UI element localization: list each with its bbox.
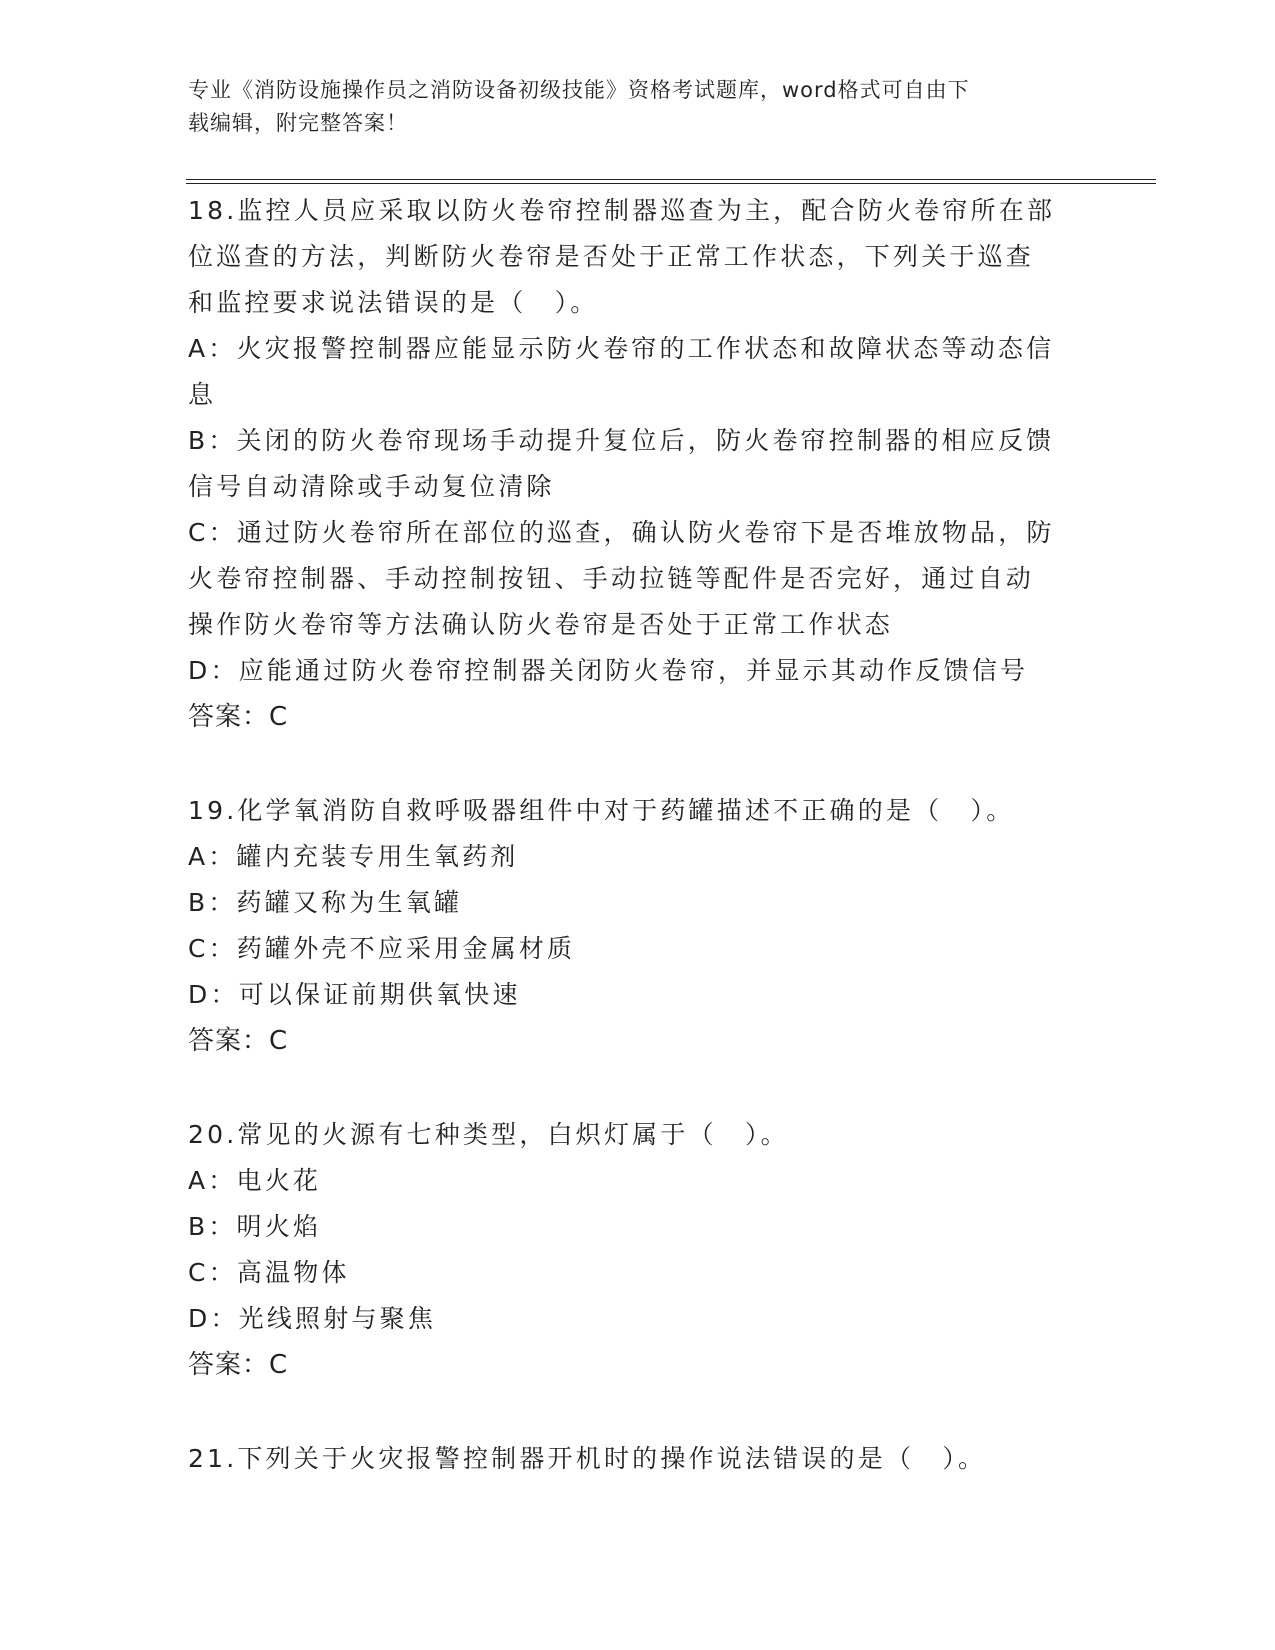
answer-option: [188, 880, 1088, 926]
answer-option-line: A：罐内充装专用生氧药剂: [188, 842, 519, 871]
answer-option-line: A：火灾报警控制器应能显示防火卷帘的工作状态和故障状态等动态信: [188, 334, 1055, 363]
answer-option: [188, 972, 1088, 1018]
question-stem: [188, 788, 1088, 834]
answer-option-line: B：药罐又称为生氧罐: [188, 888, 463, 917]
question-stem-line: 19.化学氧消防自救呼吸器组件中对于药罐描述不正确的是（ ）。: [188, 796, 1015, 825]
question-block: [188, 1112, 1088, 1388]
question-list: [188, 188, 1088, 1530]
answer-option-line: B：关闭的防火卷帘现场手动提升复位后，防火卷帘控制器的相应反馈: [188, 426, 1055, 455]
answer-option-line: 信号自动清除或手动复位清除: [188, 472, 555, 501]
question-block: [188, 188, 1088, 740]
answer-option: [188, 648, 1088, 694]
answer-option-line: C：通过防火卷帘所在部位的巡查，确认防火卷帘下是否堆放物品，防: [188, 518, 1055, 547]
answer-option: [188, 926, 1088, 972]
answer-option-line: C：药罐外壳不应采用金属材质: [188, 934, 576, 963]
answer-option-line: D：光线照射与聚焦: [188, 1304, 437, 1333]
question-stem-line: 20.常见的火源有七种类型，白炽灯属于（ ）。: [188, 1120, 789, 1149]
question-stem-line: 21.下列关于火灾报警控制器开机时的操作说法错误的是（ ）。: [188, 1444, 987, 1473]
question-stem-line: 18.监控人员应采取以防火卷帘控制器巡查为主，配合防火卷帘所在部: [188, 196, 1056, 225]
answer-option-line: 操作防火卷帘等方法确认防火卷帘是否处于正常工作状态: [188, 610, 894, 639]
answer-option-line: D：可以保证前期供氧快速: [188, 980, 521, 1009]
answer-option-line: C：高温物体: [188, 1258, 350, 1287]
answer-option-line: D：应能通过防火卷帘控制器关闭防火卷帘，并显示其动作反馈信号: [188, 656, 1029, 685]
header-divider: [186, 183, 1156, 184]
header-divider: [186, 179, 1156, 180]
answer-option-line: 息: [188, 380, 217, 409]
answer-option: [188, 510, 1088, 648]
answer-option: [188, 1204, 1088, 1250]
question-stem: [188, 1436, 1088, 1482]
answer-option: [188, 1158, 1088, 1204]
answer-option: [188, 418, 1088, 510]
answer-option-line: A：电火花: [188, 1166, 322, 1195]
question-block: [188, 788, 1088, 1064]
answer-option: [188, 326, 1088, 418]
header-line: 载编辑，附完整答案！: [188, 111, 408, 135]
header-line: 专业《消防设施操作员之消防设备初级技能》资格考试题库，word格式可自由下: [188, 78, 970, 102]
answer-option-line: B：明火焰: [188, 1212, 322, 1241]
answer-option-line: 火卷帘控制器、手动控制按钮、手动拉链等配件是否完好，通过自动: [188, 564, 1035, 593]
question-stem: [188, 1112, 1088, 1158]
question-block: [188, 1436, 1088, 1482]
question-stem-line: 位巡查的方法，判断防火卷帘是否处于正常工作状态，下列关于巡查: [188, 242, 1035, 271]
answer-option: [188, 834, 1088, 880]
question-stem-line: 和监控要求说法错误的是（ ）。: [188, 288, 599, 317]
answer-key: 答案：C: [188, 1026, 289, 1056]
document-header: [188, 74, 1088, 140]
answer-key: 答案：C: [188, 702, 289, 732]
answer-key: 答案：C: [188, 1350, 289, 1380]
answer-option: [188, 1250, 1088, 1296]
question-stem: [188, 188, 1088, 326]
answer-option: [188, 1296, 1088, 1342]
